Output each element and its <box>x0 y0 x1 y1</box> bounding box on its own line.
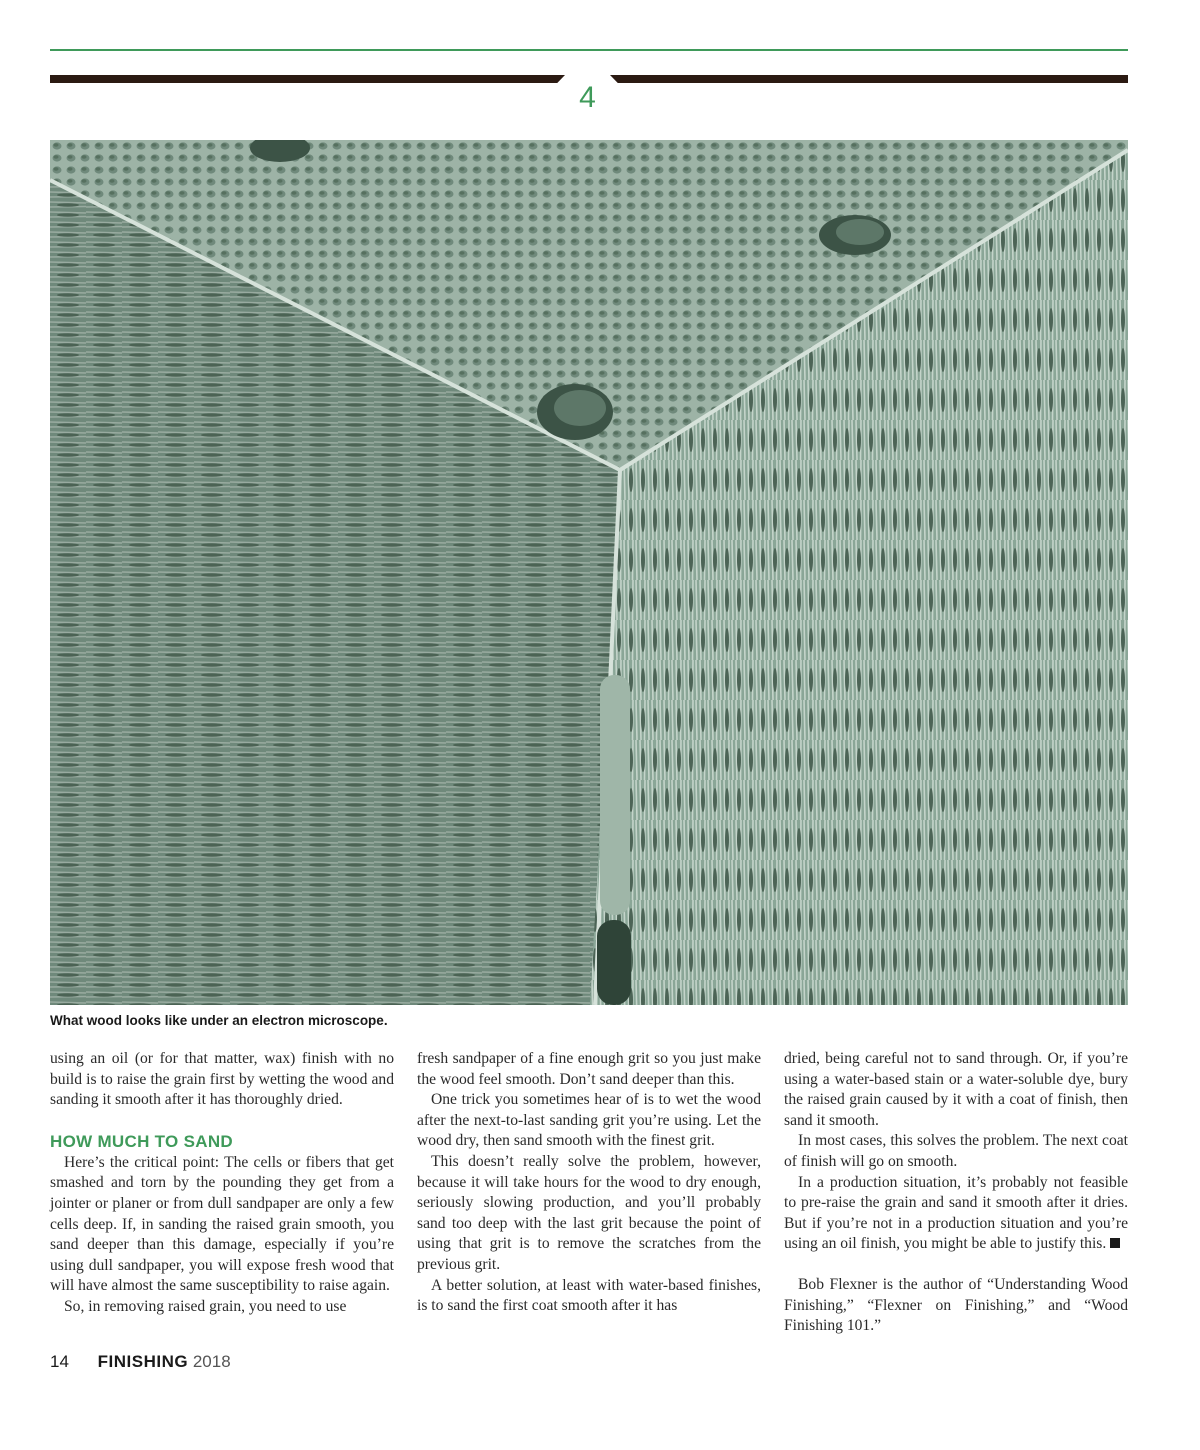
magazine-title: FINISHING <box>97 1352 189 1371</box>
paragraph: A better solution, at least with water-based finishes, is to sand the first coat smooth after it has <box>417 1276 761 1315</box>
page-footer <box>50 1352 231 1372</box>
issue-year: 2018 <box>192 1352 231 1371</box>
paragraph-with-endmark <box>784 1173 1128 1255</box>
paragraph: using an oil (or for that matter, wax) finish with no build is to raise the grain first by wetting the wood and sanding it smooth after it has thoroughly dried. <box>50 1050 394 1109</box>
header-bar-left <box>50 75 565 83</box>
author-bio: Bob Flexner is the author of “Understanding Wood Finishing,” “Flexner on Finishing,” and “Wood Finishing 101.” <box>784 1275 1128 1335</box>
figure-caption: What wood looks like under an electron microscope. <box>50 1013 388 1028</box>
paragraph: This doesn’t really solve the problem, however, because it will take hours for the wood to dry enough, seriously slowing production, and you’ll probably sand too deep with the last grit because the point of using that grit is to remove the scratches from the previous grit. <box>417 1152 761 1273</box>
paragraph-text: In a production situation, it’s probably not feasible to pre-raise the grain and sand it smooth after it dries. But if you’re not in a production situation and you’re using an oil finish, you might be able to justify this. <box>784 1173 1128 1253</box>
header-rule <box>50 49 1128 51</box>
text-column-1 <box>50 1049 394 1318</box>
text-column-2 <box>417 1049 761 1317</box>
paragraph: Here’s the critical point: The cells or fibers that get smashed and torn by the pounding they get from a jointer or planer or from dull sandpaper are only a few cells deep. If, in sanding the raised grain smooth, you sand deeper than this damage, especially if you’re using dull sandpaper, you will expose fresh wood that will have almost the same susceptibility to raise again. <box>50 1153 394 1295</box>
subheading: HOW MUCH TO SAND <box>50 1131 233 1151</box>
end-mark-icon <box>1110 1238 1120 1248</box>
page-number: 14 <box>50 1352 69 1371</box>
header-bar-right <box>610 75 1128 83</box>
paragraph: dried, being careful not to sand through. Or, if you’re using a water-based stain or a water-soluble dye, bury the raised grain caused by it with a coat of finish, then sand it smooth. <box>784 1050 1128 1129</box>
paragraph: fresh sandpaper of a fine enough grit so you just make the wood feel smooth. Don’t sand deeper than this. <box>417 1050 761 1088</box>
section-number: 4 <box>579 81 596 114</box>
paragraph: One trick you sometimes hear of is to wet the wood after the next-to-last sanding grit you’re using. Let the wood dry, then sand smooth with the finest grit. <box>417 1091 761 1150</box>
paragraph: So, in removing raised grain, you need to use <box>64 1297 347 1315</box>
text-column-3 <box>784 1049 1128 1337</box>
paragraph: In most cases, this solves the problem. The next coat of finish will go on smooth. <box>784 1132 1128 1170</box>
electron-microscope-photo <box>50 140 1128 1005</box>
